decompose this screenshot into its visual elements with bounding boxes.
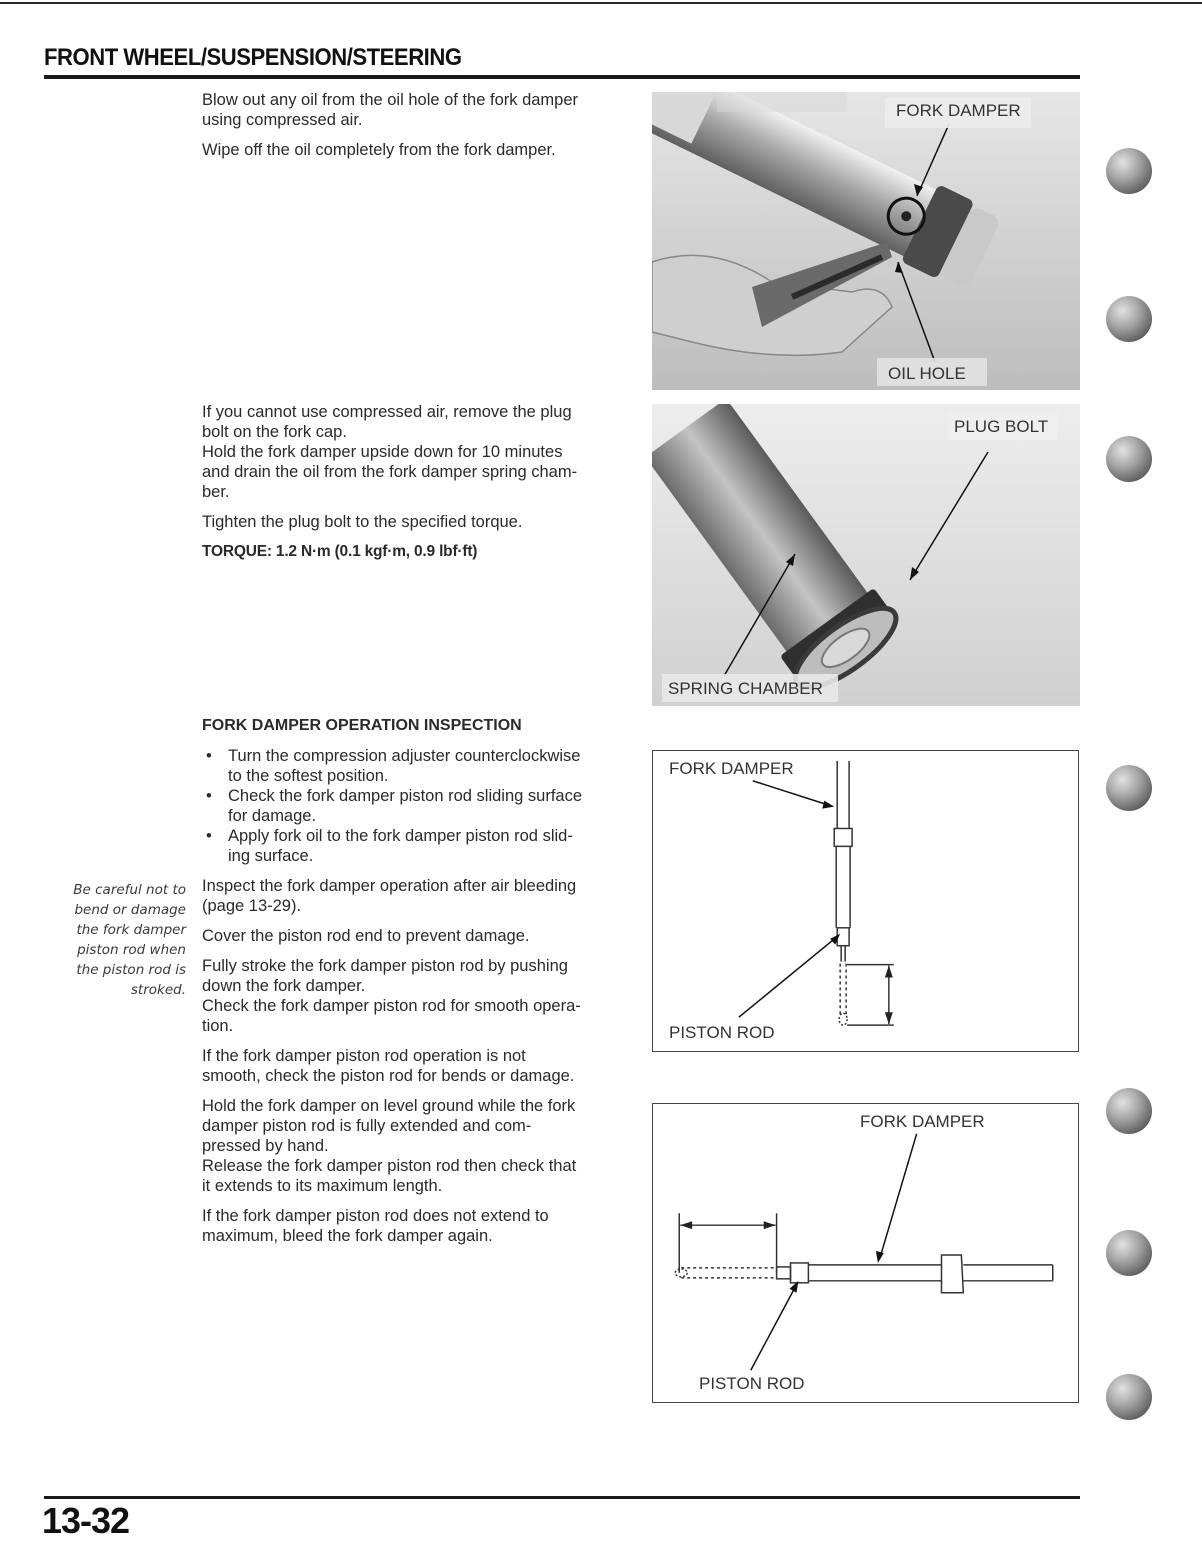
fork-damper-oil-hole-photo [652, 92, 1080, 390]
page-title: FRONT WHEEL/SUSPENSION/STEERING [44, 44, 462, 71]
label-piston-rod: PISTON ROD [669, 1023, 775, 1042]
label-oil-hole: OIL HOLE [888, 364, 966, 383]
paragraph-drain-oil: Hold the fork damper upside down for 10 minutes and drain the oil from the fork damper spring cham- ber. [202, 443, 578, 501]
paragraph-fully-stroke: Fully stroke the fork damper piston rod by pushing down the fork damper. Check the fork damper piston rod for smooth opera- tion. [202, 957, 581, 1035]
torque-spec: TORQUE: 1.2 N·m (0.1 kgf·m, 0.9 lbf·ft) [202, 543, 478, 560]
list-item: • Apply fork oil to the fork damper piston rod slid- ing surface. [202, 826, 642, 866]
section-tab-dot [1106, 148, 1152, 194]
label-spring-chamber: SPRING CHAMBER [668, 679, 823, 698]
paragraph-tighten: Tighten the plug bolt to the specified torque. [202, 513, 523, 531]
plug-bolt-spring-chamber-photo [652, 404, 1080, 706]
section-operation-inspection [202, 716, 642, 1256]
footer-rule [44, 1496, 1080, 1499]
paragraph-blow-out: Blow out any oil from the oil hole of the fork damper using compressed air. [202, 91, 579, 129]
caution-margin-note: Be careful not to bend or damage the fork damper piston rod when the piston rod is stroked. [73, 882, 186, 998]
section-heading: FORK DAMPER OPERATION INSPECTION [202, 717, 522, 734]
section-tab-dot [1106, 296, 1152, 342]
section-tab-dot [1106, 1374, 1152, 1420]
vertical-stroke-line-drawing [653, 751, 1078, 1051]
fork-damper-oil-hole-illustration [652, 92, 1080, 390]
paragraph-inspect-operation: Inspect the fork damper operation after air bleeding (page 13-29). [202, 877, 577, 915]
section-tab-dot [1106, 436, 1152, 482]
label-fork-damper: FORK DAMPER [896, 101, 1021, 120]
header-rule [44, 75, 1080, 79]
horizontal-extension-diagram [652, 1103, 1079, 1403]
label-fork-damper: FORK DAMPER [860, 1112, 985, 1131]
paragraph-hold-level: Hold the fork damper on level ground while the fork damper piston rod is fully extended and com- pressed by hand. Release the fork damper piston rod then check that it extends to its maximum length. [202, 1097, 577, 1195]
paragraph-cover-rod: Cover the piston rod end to prevent damage. [202, 927, 530, 945]
section-blow-out [202, 90, 642, 170]
section-plug-bolt [202, 402, 642, 572]
paragraph-bleed-again: If the fork damper piston rod does not extend to maximum, bleed the fork damper again. [202, 1207, 549, 1245]
inspection-bullet-list [202, 746, 642, 866]
page-number: 13-32 [42, 1500, 130, 1541]
section-tab-dot [1106, 1230, 1152, 1276]
paragraph-remove-plug: If you cannot use compressed air, remove the plug bolt on the fork cap. [202, 403, 572, 441]
plug-bolt-illustration [652, 404, 1080, 706]
list-item: • Turn the compression adjuster counterclockwise to the softest position. [202, 746, 642, 786]
label-fork-damper: FORK DAMPER [669, 759, 794, 778]
label-plug-bolt: PLUG BOLT [954, 417, 1049, 436]
vertical-stroke-diagram [652, 750, 1079, 1052]
section-tab-dot [1106, 1088, 1152, 1134]
label-piston-rod: PISTON ROD [699, 1374, 805, 1393]
paragraph-not-smooth: If the fork damper piston rod operation is not smooth, check the piston rod for bends or damage. [202, 1047, 575, 1085]
list-item: • Check the fork damper piston rod sliding surface for damage. [202, 786, 642, 826]
paragraph-wipe-off: Wipe off the oil completely from the fork damper. [202, 141, 556, 159]
horizontal-extension-line-drawing [653, 1104, 1078, 1402]
top-rule [0, 2, 1202, 4]
section-tab-dot [1106, 765, 1152, 811]
